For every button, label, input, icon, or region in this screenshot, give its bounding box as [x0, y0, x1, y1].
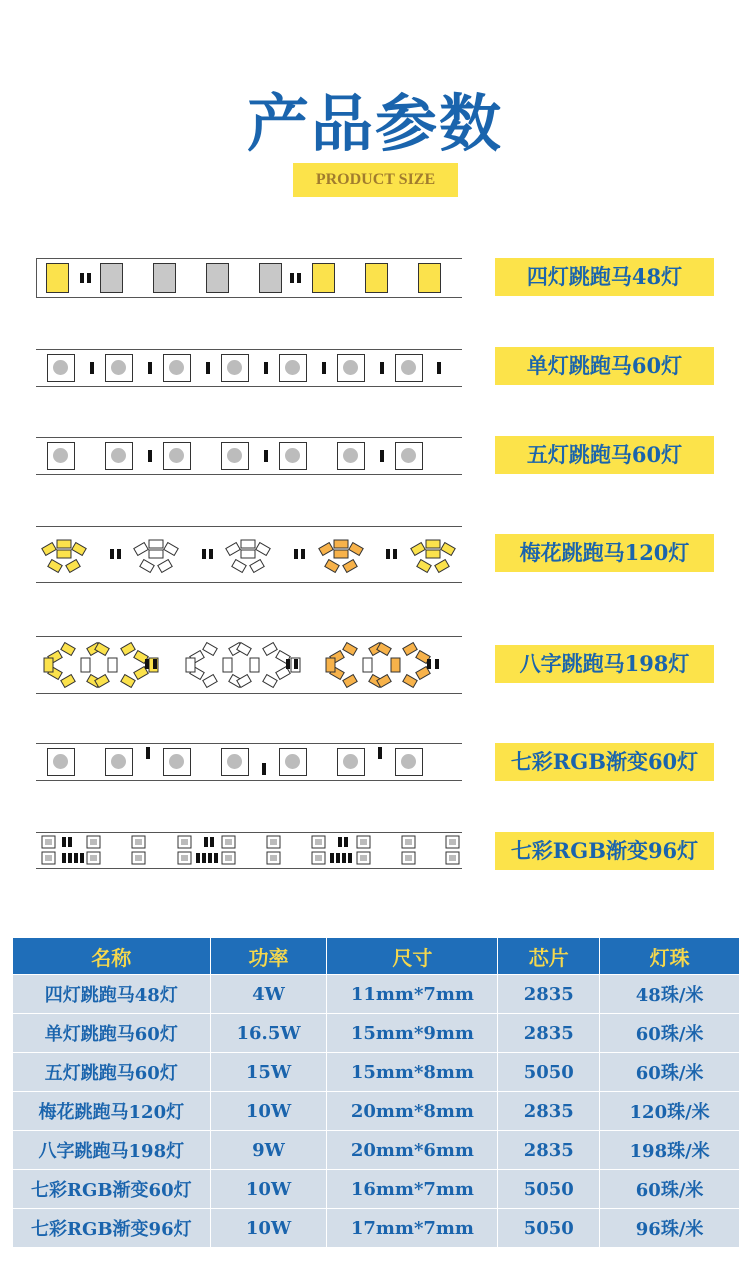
cell-name: 单灯跳跑马60灯 [13, 1014, 211, 1053]
led-chip [105, 442, 133, 470]
strip-illustration-1 [36, 258, 462, 298]
led-chip [221, 354, 249, 382]
cell-size: 17mm*7mm [327, 1209, 498, 1248]
header-beads: 灯珠 [600, 938, 740, 975]
resistor [297, 273, 301, 283]
resistor [146, 747, 150, 759]
cell-beads: 48珠/米 [600, 975, 740, 1014]
table-row [13, 1092, 740, 1131]
strip-label-7: 七彩RGB渐变96灯 [495, 832, 714, 870]
cell-chip: 2835 [498, 1014, 600, 1053]
strip-label-3: 五灯跳跑马60灯 [495, 436, 714, 474]
led-chip [365, 263, 388, 293]
led-chip [312, 263, 335, 293]
resistor [87, 273, 91, 283]
led-chip [46, 263, 69, 293]
led-chip [47, 354, 75, 382]
cell-power: 10W [210, 1209, 327, 1248]
cell-power: 16.5W [210, 1014, 327, 1053]
led-cluster-orange [319, 540, 363, 572]
strip-label-4: 梅花跳跑马120灯 [495, 534, 714, 572]
strip-illustration-3 [36, 437, 462, 475]
cell-chip: 2835 [498, 975, 600, 1014]
cell-beads: 60珠/米 [600, 1014, 740, 1053]
led-cluster-gray [226, 540, 270, 572]
strip-label-6: 七彩RGB渐变60灯 [495, 743, 714, 781]
cell-name: 梅花跳跑马120灯 [13, 1092, 211, 1131]
cell-power: 9W [210, 1131, 327, 1170]
cell-beads: 96珠/米 [600, 1209, 740, 1248]
resistor [206, 362, 210, 374]
header-size: 尺寸 [327, 938, 498, 975]
strip-label-2: 单灯跳跑马60灯 [495, 347, 714, 385]
table-row [13, 1209, 740, 1248]
led-chip [163, 442, 191, 470]
cell-beads: 60珠/米 [600, 1053, 740, 1092]
led-chip [337, 748, 365, 776]
cell-beads: 120珠/米 [600, 1092, 740, 1131]
cell-power: 15W [210, 1053, 327, 1092]
cell-name: 七彩RGB渐变96灯 [13, 1209, 211, 1248]
cell-name: 七彩RGB渐变60灯 [13, 1170, 211, 1209]
table-row [13, 975, 740, 1014]
cell-name: 四灯跳跑马48灯 [13, 975, 211, 1014]
led-chip [279, 442, 307, 470]
led-cluster-yellow [42, 540, 86, 572]
strip-illustration-5 [36, 636, 462, 694]
led-chip [395, 354, 423, 382]
led-chip [418, 263, 441, 293]
resistor [148, 362, 152, 374]
cell-power: 10W [210, 1092, 327, 1131]
cell-size: 20mm*8mm [327, 1092, 498, 1131]
cell-name: 五灯跳跑马60灯 [13, 1053, 211, 1092]
cell-beads: 198珠/米 [600, 1131, 740, 1170]
led-chip [337, 442, 365, 470]
resistor [264, 450, 268, 462]
led-chip [105, 748, 133, 776]
led-chip [279, 748, 307, 776]
strip-illustration-4 [36, 526, 462, 583]
strip-illustration-2 [36, 349, 462, 387]
cell-power: 10W [210, 1170, 327, 1209]
resistor [148, 450, 152, 462]
led-figure8-yellow [44, 643, 158, 688]
led-chip [100, 263, 123, 293]
led-chip [221, 748, 249, 776]
led-chip [47, 748, 75, 776]
table-row [13, 1014, 740, 1053]
resistor [380, 362, 384, 374]
led-cluster-yellow [411, 540, 455, 572]
cell-chip: 5050 [498, 1209, 600, 1248]
resistor [437, 362, 441, 374]
table-header-row [13, 938, 740, 975]
resistor [264, 362, 268, 374]
header-power: 功率 [210, 938, 327, 975]
rgb-led-group [312, 836, 459, 864]
led-chip [163, 748, 191, 776]
header-chip: 芯片 [498, 938, 600, 975]
strip-label-5: 八字跳跑马198灯 [495, 645, 714, 683]
led-chip [153, 263, 176, 293]
led-cluster-gray [134, 540, 178, 572]
strip-illustration-6 [36, 743, 462, 781]
cell-chip: 2835 [498, 1092, 600, 1131]
led-chip [163, 354, 191, 382]
header-name: 名称 [13, 938, 211, 975]
page-title: 产品参数 [246, 87, 503, 160]
cell-size: 20mm*6mm [327, 1131, 498, 1170]
cell-chip: 5050 [498, 1053, 600, 1092]
cell-power: 4W [210, 975, 327, 1014]
resistor [262, 763, 266, 775]
resistor [322, 362, 326, 374]
cell-size: 15mm*8mm [327, 1053, 498, 1092]
cell-size: 11mm*7mm [327, 975, 498, 1014]
cell-chip: 5050 [498, 1170, 600, 1209]
led-chip [259, 263, 282, 293]
resistor [80, 273, 84, 283]
led-chip [337, 354, 365, 382]
led-chip [395, 442, 423, 470]
table-row [13, 1170, 740, 1209]
rgb-led-group [178, 836, 280, 864]
page-subtitle: PRODUCT SIZE [293, 163, 458, 197]
resistor [90, 362, 94, 374]
strip-label-1: 四灯跳跑马48灯 [495, 258, 714, 296]
strip-illustration-7 [36, 832, 462, 869]
cell-name: 八字跳跑马198灯 [13, 1131, 211, 1170]
led-chip [47, 442, 75, 470]
led-chip [395, 748, 423, 776]
led-figure8-orange [326, 643, 430, 688]
cell-chip: 2835 [498, 1131, 600, 1170]
resistor [290, 273, 294, 283]
led-chip [279, 354, 307, 382]
cell-beads: 60珠/米 [600, 1170, 740, 1209]
cell-size: 16mm*7mm [327, 1170, 498, 1209]
led-chip [206, 263, 229, 293]
led-chip [221, 442, 249, 470]
cell-size: 15mm*9mm [327, 1014, 498, 1053]
table-row [13, 1053, 740, 1092]
led-chip [105, 354, 133, 382]
resistor [380, 450, 384, 462]
spec-table [12, 937, 740, 1248]
led-figure8-gray [186, 643, 300, 688]
table-row [13, 1131, 740, 1170]
rgb-led-group [42, 836, 145, 864]
resistor [378, 747, 382, 759]
